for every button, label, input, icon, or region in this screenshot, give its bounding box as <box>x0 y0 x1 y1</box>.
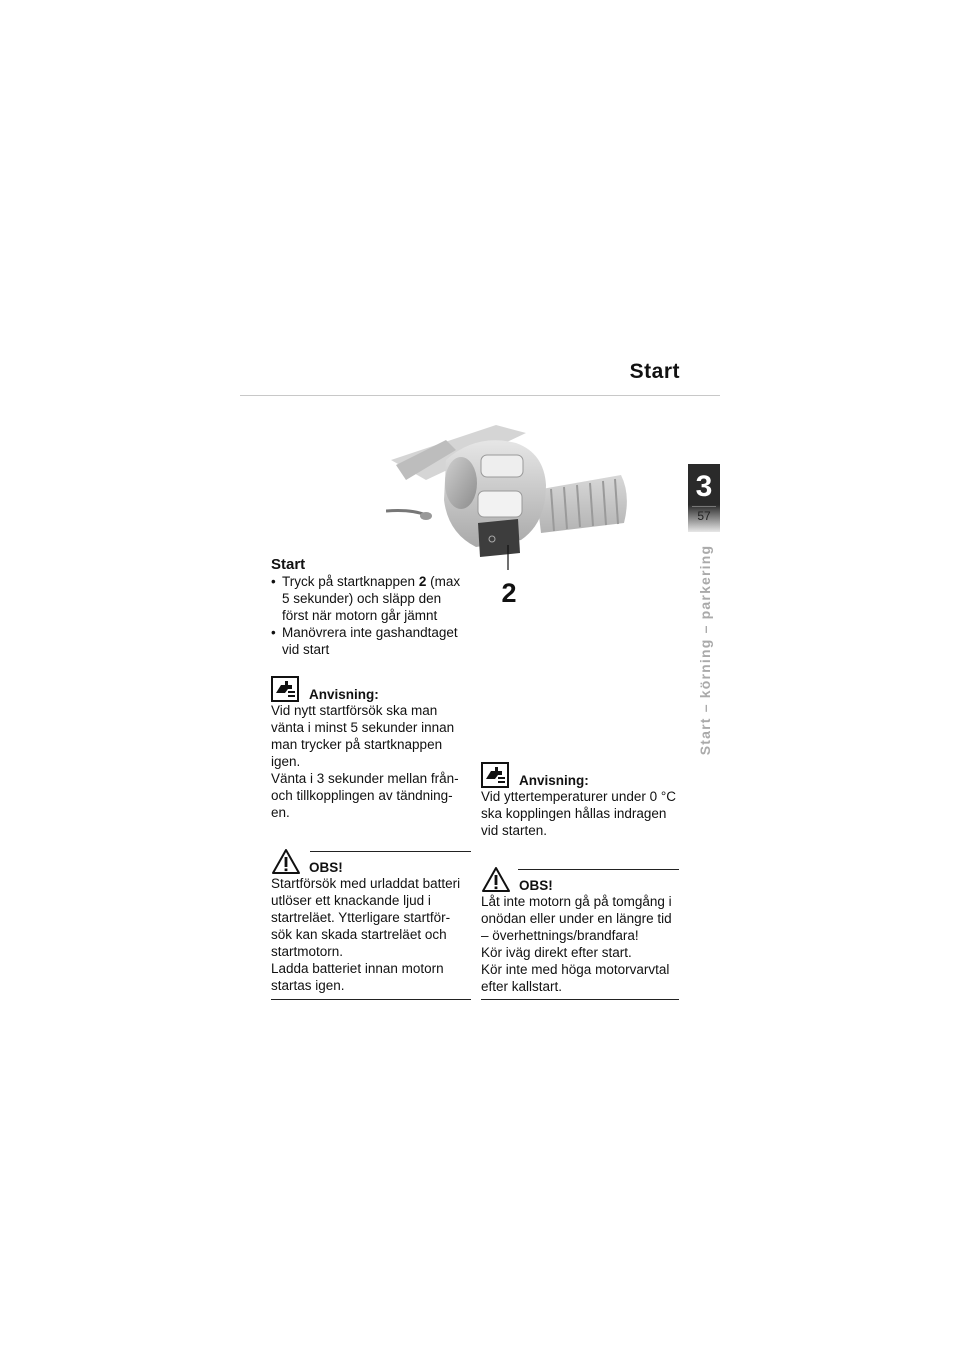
warning-icon <box>271 848 301 875</box>
callout-reference: 2 <box>418 574 427 589</box>
header-divider <box>240 395 720 396</box>
list-item: • Tryck på startknappen 2 (max 5 sekunder) och släpp den först när motorn går jämnt <box>271 573 471 624</box>
start-section <box>271 556 471 658</box>
handlebar-switch-illustration <box>386 405 636 570</box>
start-instructions <box>271 573 471 658</box>
warning-text: Kör inte med höga motorvarvtal efter kallstart. <box>481 962 670 994</box>
page-title: Start <box>629 360 680 383</box>
note-label: Anvisning: <box>519 773 589 788</box>
callout-number: 2 <box>501 578 517 608</box>
warning-label: OBS! <box>519 878 553 893</box>
note-icon <box>481 762 509 788</box>
note-label: Anvisning: <box>309 687 379 702</box>
warning-text: Låt inte motorn gå på tomgång i onödan eller under en längre tid – överhettnings/brandfara! <box>481 894 672 943</box>
chapter-number: 3 <box>695 470 713 503</box>
note-text: Vid nytt startförsök ska man vänta i minst 5 sekunder innan man trycker på startknappen igen. <box>271 703 455 769</box>
note-1 <box>271 676 471 821</box>
warning-2 <box>481 866 679 995</box>
side-chapter-title: Start – körning – parkering <box>697 544 713 756</box>
section-end-divider <box>481 999 679 1000</box>
note-2 <box>481 762 679 839</box>
section-end-divider <box>271 999 471 1000</box>
note-text: Vänta i 3 sekunder mellan från- och tillkopplingen av tändning- en. <box>271 771 459 820</box>
note-text: Vid yttertemperaturer under 0 °C ska kopplingen hållas indragen vid starten. <box>481 789 676 838</box>
warning-1 <box>271 848 471 994</box>
chapter-tab-divider <box>692 506 716 507</box>
page-number: 57 <box>697 509 711 523</box>
warning-icon <box>481 866 511 893</box>
warning-text: Kör iväg direkt efter start. <box>481 945 632 960</box>
note-icon <box>271 676 299 702</box>
list-item: • Manövrera inte gashandtaget vid start <box>271 624 471 658</box>
section-heading: Start <box>271 556 306 573</box>
warning-label: OBS! <box>309 860 343 875</box>
warning-text: Ladda batteriet innan motorn startas igen. <box>271 961 444 993</box>
warning-text: Startförsök med urladdat batteri utlöser ett knackande ljud i startreläet. Ytterligare startför- sök kan skada startreläet och startmotorn. <box>271 876 461 959</box>
